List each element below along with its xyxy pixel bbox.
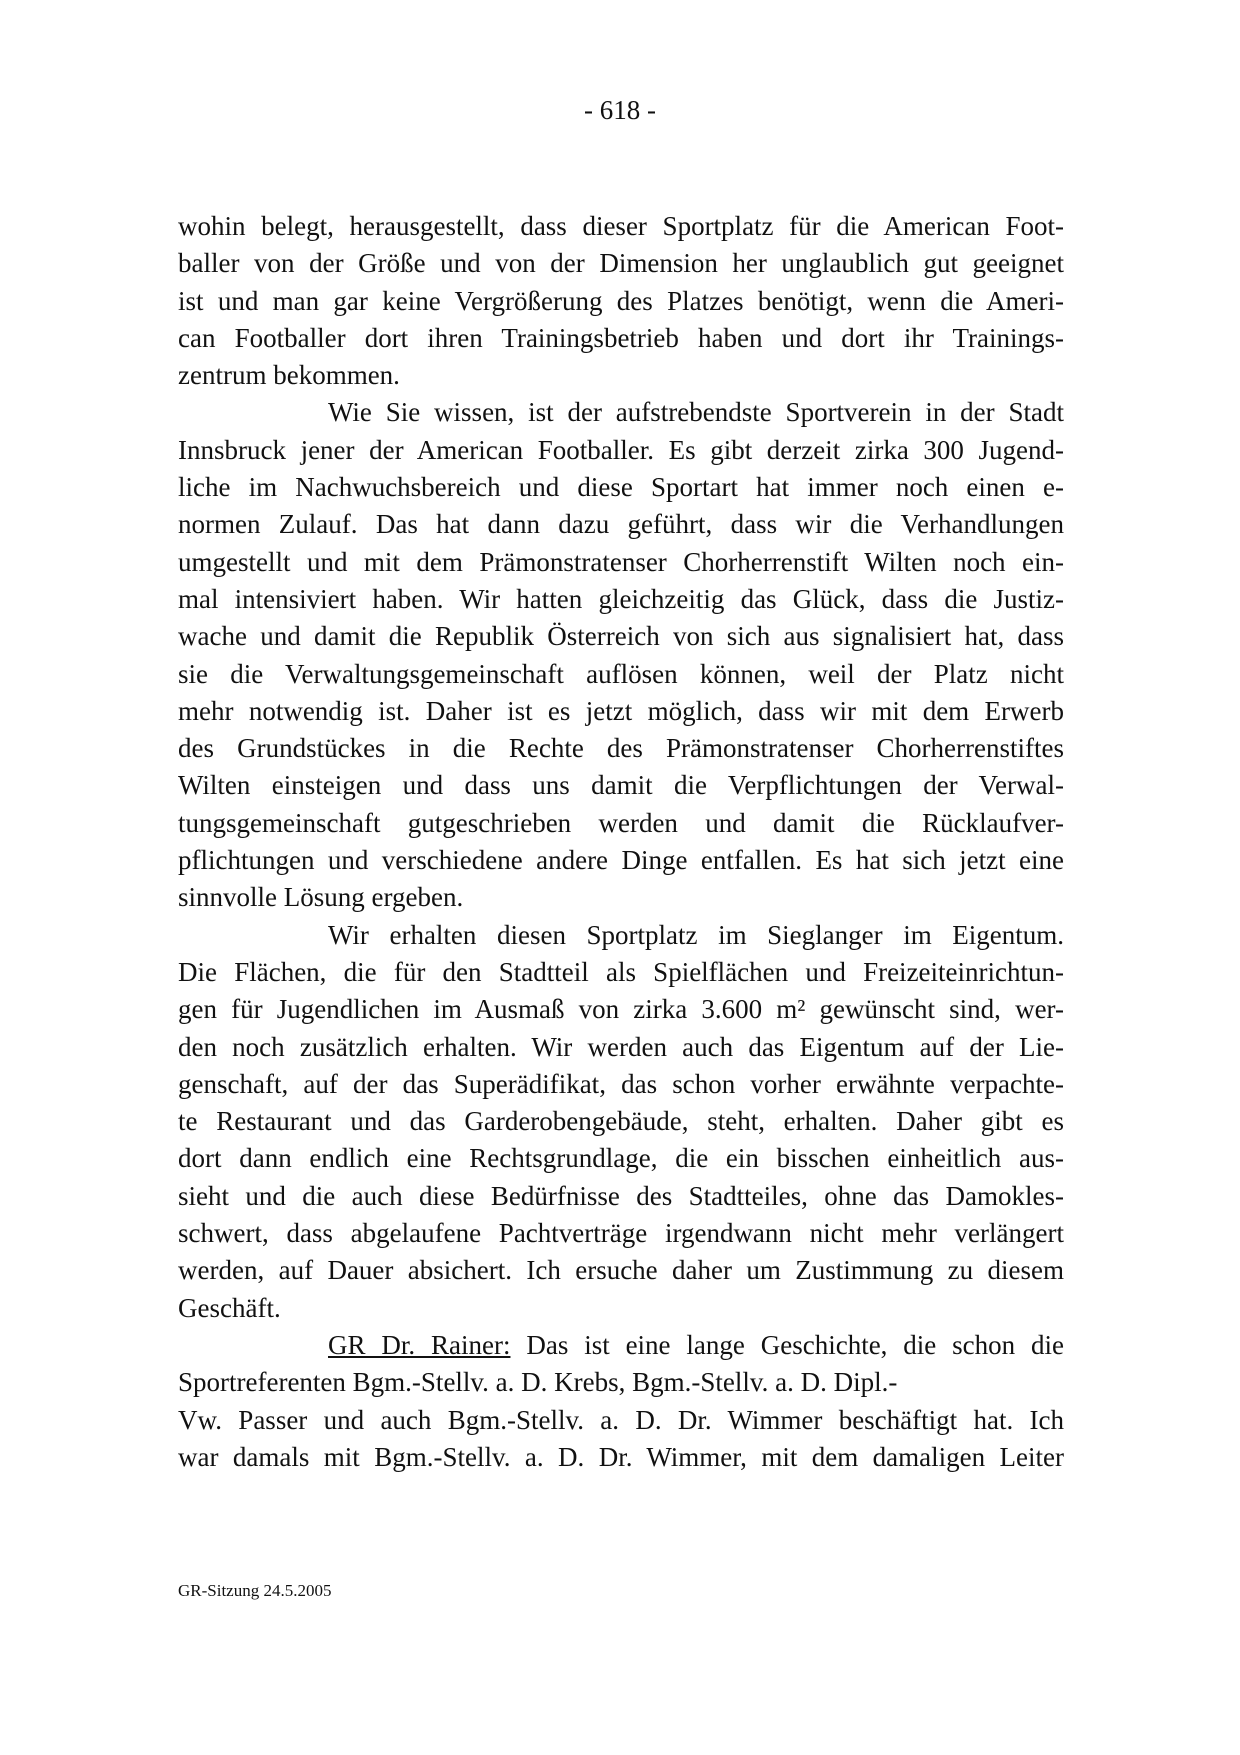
text-line: Wilten einsteigen und dass uns damit die Verpflichtungen der Verwal- [178,770,1064,801]
speaker-line [178,1327,1064,1364]
text-line: Die Flächen, die für den Stadtteil als Spielflächen und Freizeiteinrichtun- [178,956,1064,987]
text-line: sinnvolle Lösung ergeben. [178,882,464,913]
page-number: - 618 - [584,95,656,125]
text-line: mal intensiviert haben. Wir hatten gleichzeitig das Glück, dass die Justiz- [178,583,1064,614]
text-line: Innsbruck jener der American Footballer. Es gibt derzeit zirka 300 Jugend- [178,434,1064,465]
text-line: des Grundstückes in die Rechte des Prämonstratenser Chorherrenstiftes [178,733,1064,764]
text-line: Wie Sie wissen, ist der aufstrebendste Sportverein in der Stadt [328,397,1064,428]
text-line: Wir erhalten diesen Sportplatz im Sieglanger im Eigentum. [328,919,1064,950]
text-line: werden, auf Dauer absichert. Ich ersuche daher um Zustimmung zu diesem [178,1255,1064,1286]
text-line: tungsgemeinschaft gutgeschrieben werden und damit die Rücklaufver- [178,807,1064,838]
text-line: wache und damit die Republik Österreich von sich aus signalisiert hat, dass [178,621,1064,652]
text-line: schwert, dass abgelaufene Pachtverträge irgendwann nicht mehr verlängert [178,1218,1064,1249]
text-line: normen Zulauf. Das hat dann dazu geführt, dass wir die Verhandlungen [178,509,1064,540]
speaker-name: GR Dr. Rainer: [328,1329,511,1360]
text-line: can Footballer dort ihren Trainingsbetrieb haben und dort ihr Trainings- [178,322,1064,353]
footer-session-date: GR-Sitzung 24.5.2005 [178,1581,332,1600]
text-line: sie die Verwaltungsgemeinschaft auflösen können, weil der Platz nicht [178,658,1064,689]
text-line: Vw. Passer und auch Bgm.-Stellv. a. D. Dr. Wimmer beschäftigt hat. Ich [178,1404,1064,1435]
text-line: baller von der Größe und von der Dimension her unglaublich gut geeignet [178,248,1064,279]
text-line: gen für Jugendlichen im Ausmaß von zirka 3.600 m² gewünscht sind, wer- [178,994,1064,1025]
text-line: genschaft, auf der das Superädifikat, das schon vorher erwähnte verpachte- [178,1068,1064,1099]
text-line: te Restaurant und das Garderobengebäude, steht, erhalten. Daher gibt es [178,1106,1064,1137]
paragraphs-block [178,208,1064,1327]
text-line: ist und man gar keine Vergrößerung des Platzes benötigt, wenn die Ameri- [178,285,1064,316]
text-line: Sportreferenten Bgm.-Stellv. a. D. Krebs, Bgm.-Stellv. a. D. Dipl.- [178,1367,898,1398]
text-line: Geschäft. [178,1292,281,1323]
text-line: liche im Nachwuchsbereich und diese Sportart hat immer noch einen e- [178,472,1064,503]
body-text [178,208,1064,1476]
text-line: zentrum bekommen. [178,360,400,391]
speaker-text: Das ist eine lange Geschichte, die schon die [510,1329,1064,1360]
text-line: war damals mit Bgm.-Stellv. a. D. Dr. Wimmer, mit dem damaligen Leiter [178,1441,1064,1472]
text-line: wohin belegt, herausgestellt, dass dieser Sportplatz für die American Foot- [178,211,1064,241]
text-line: mehr notwendig ist. Daher ist es jetzt möglich, dass wir mit dem Erwerb [178,695,1064,726]
speech-block [178,1364,1064,1476]
text-line: umgestellt und mit dem Prämonstratenser Chorherrenstift Wilten noch ein- [178,546,1064,577]
text-line: sieht und die auch diese Bedürfnisse des Stadtteiles, ohne das Damokles- [178,1180,1064,1211]
text-line: den noch zusätzlich erhalten. Wir werden auch das Eigentum auf der Lie- [178,1031,1064,1062]
text-line: dort dann endlich eine Rechtsgrundlage, die ein bisschen einheitlich aus- [178,1143,1064,1174]
text-line: pflichtungen und verschiedene andere Dinge entfallen. Es hat sich jetzt eine [178,845,1064,876]
